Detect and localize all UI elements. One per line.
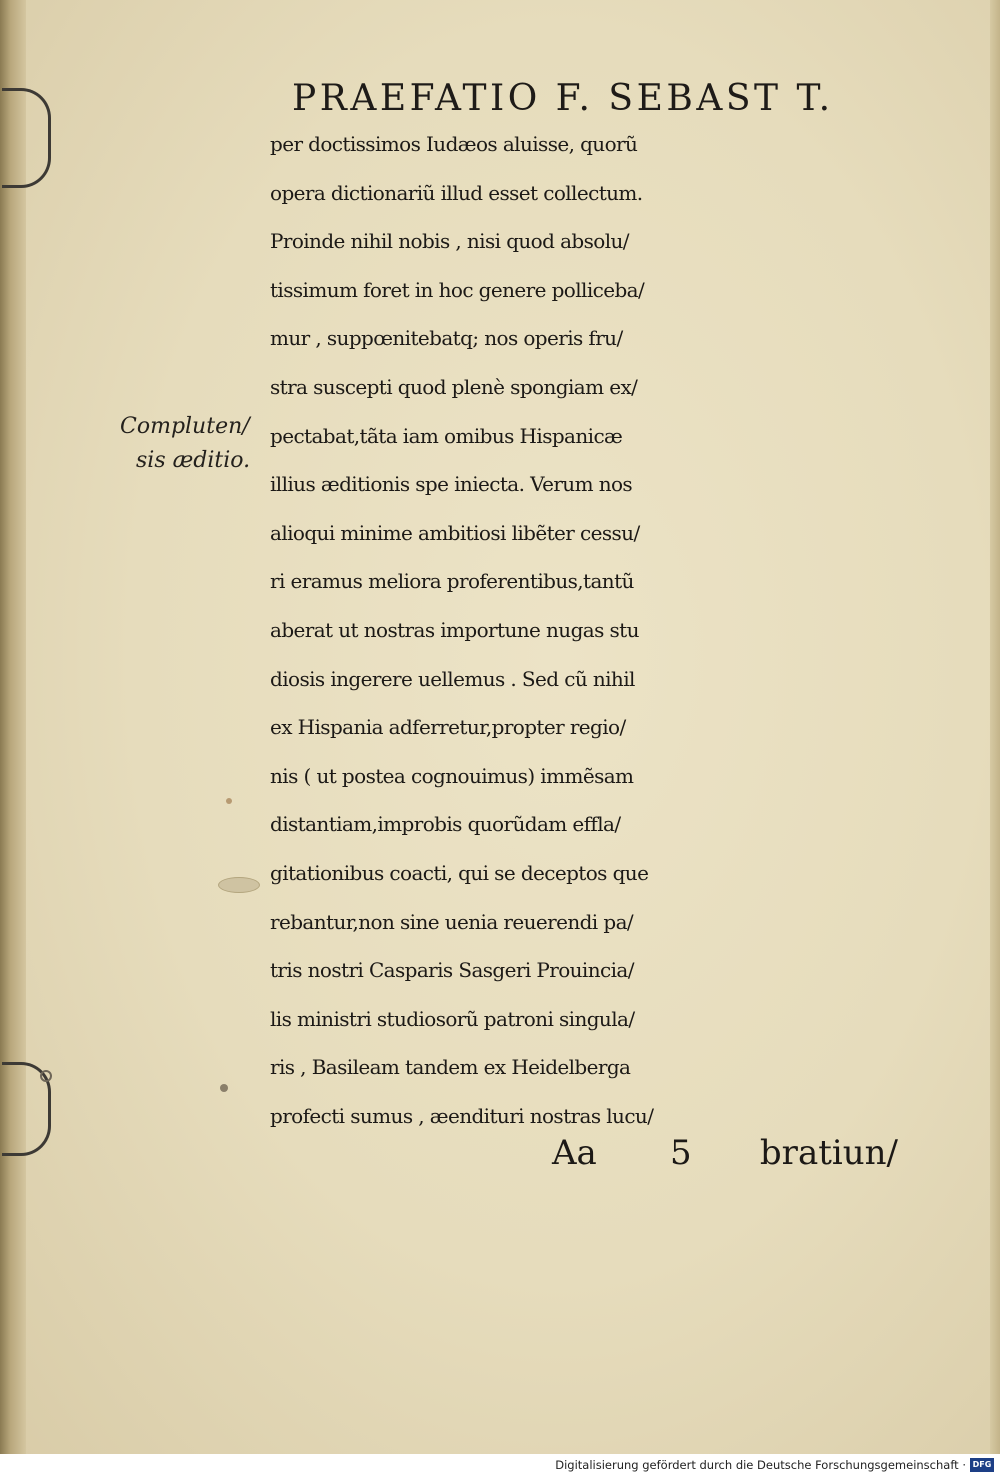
text-line: illius æditionis spe iniecta. Verum nos (270, 472, 633, 497)
signature-mark: Aa (552, 1133, 597, 1173)
text-line: lis ministri studiosorũ patroni singula/ (270, 1006, 635, 1031)
text-line: alioqui minime ambitiosi libẽter cessu/ (270, 520, 640, 545)
credit-text: Digitalisierung gefördert durch die Deutsche Forschungsgemeinschaft · (555, 1458, 966, 1472)
marginal-note-line-1: Compluten/ (120, 414, 250, 439)
marginal-note (120, 410, 270, 478)
text-line: profecti sumus , æendituri nostras lucu/ (270, 1103, 654, 1128)
text-line: ris , Basileam tandem ex Heidelberga (270, 1055, 631, 1080)
dfg-logo-icon: DFG (970, 1458, 994, 1472)
page-footer (270, 1133, 910, 1183)
text-line: ex Hispania adferretur,propter regio/ (270, 715, 626, 740)
ring-mark (40, 1070, 52, 1082)
text-line: distantiam,improbis quorũdam effla/ (270, 812, 621, 837)
paper-spot (226, 798, 232, 804)
paper-stain (218, 877, 260, 893)
text-line: aberat ut nostras importune nugas stu (270, 617, 639, 642)
text-line: rebantur,non sine uenia reuerendi pa/ (270, 909, 634, 934)
body-text (270, 120, 910, 1140)
text-line: Proinde nihil nobis , nisi quod absolu/ (270, 229, 629, 254)
page-edge-shadow (990, 0, 1000, 1454)
book-clasp-top (2, 88, 51, 188)
text-line: ri eramus meliora proferentibus,tantũ (270, 569, 634, 594)
text-line: opera dictionariũ illud esset collectum. (270, 180, 643, 205)
text-line: pectabat,tãta iam omibus Hispanicæ (270, 423, 623, 448)
digitization-credit-bar (0, 1454, 1000, 1477)
running-head: PRAEFATIO F. SEBAST T. (292, 78, 834, 119)
text-line: gitationibus coacti, qui se deceptos que (270, 860, 649, 885)
text-line: stra suscepti quod plenè spongiam ex/ (270, 374, 638, 399)
ink-spot (220, 1084, 228, 1092)
catchword: bratiun/ (759, 1133, 898, 1173)
text-line: per doctissimos Iudæos aluisse, quorũ (270, 132, 638, 156)
text-line: diosis ingerere uellemus . Sed cũ nihil (270, 666, 635, 691)
text-line: mur , suppœnitebatq; nos operis fru/ (270, 326, 623, 351)
text-line: nis ( ut postea cognouimus) immẽsam (270, 763, 634, 788)
signature-number: 5 (670, 1133, 692, 1173)
marginal-note-line-2: sis æditio. (136, 448, 251, 473)
text-line: tris nostri Casparis Sasgeri Prouincia/ (270, 958, 634, 983)
binding-edge (0, 0, 26, 1454)
text-line: tissimum foret in hoc genere polliceba/ (270, 277, 645, 302)
